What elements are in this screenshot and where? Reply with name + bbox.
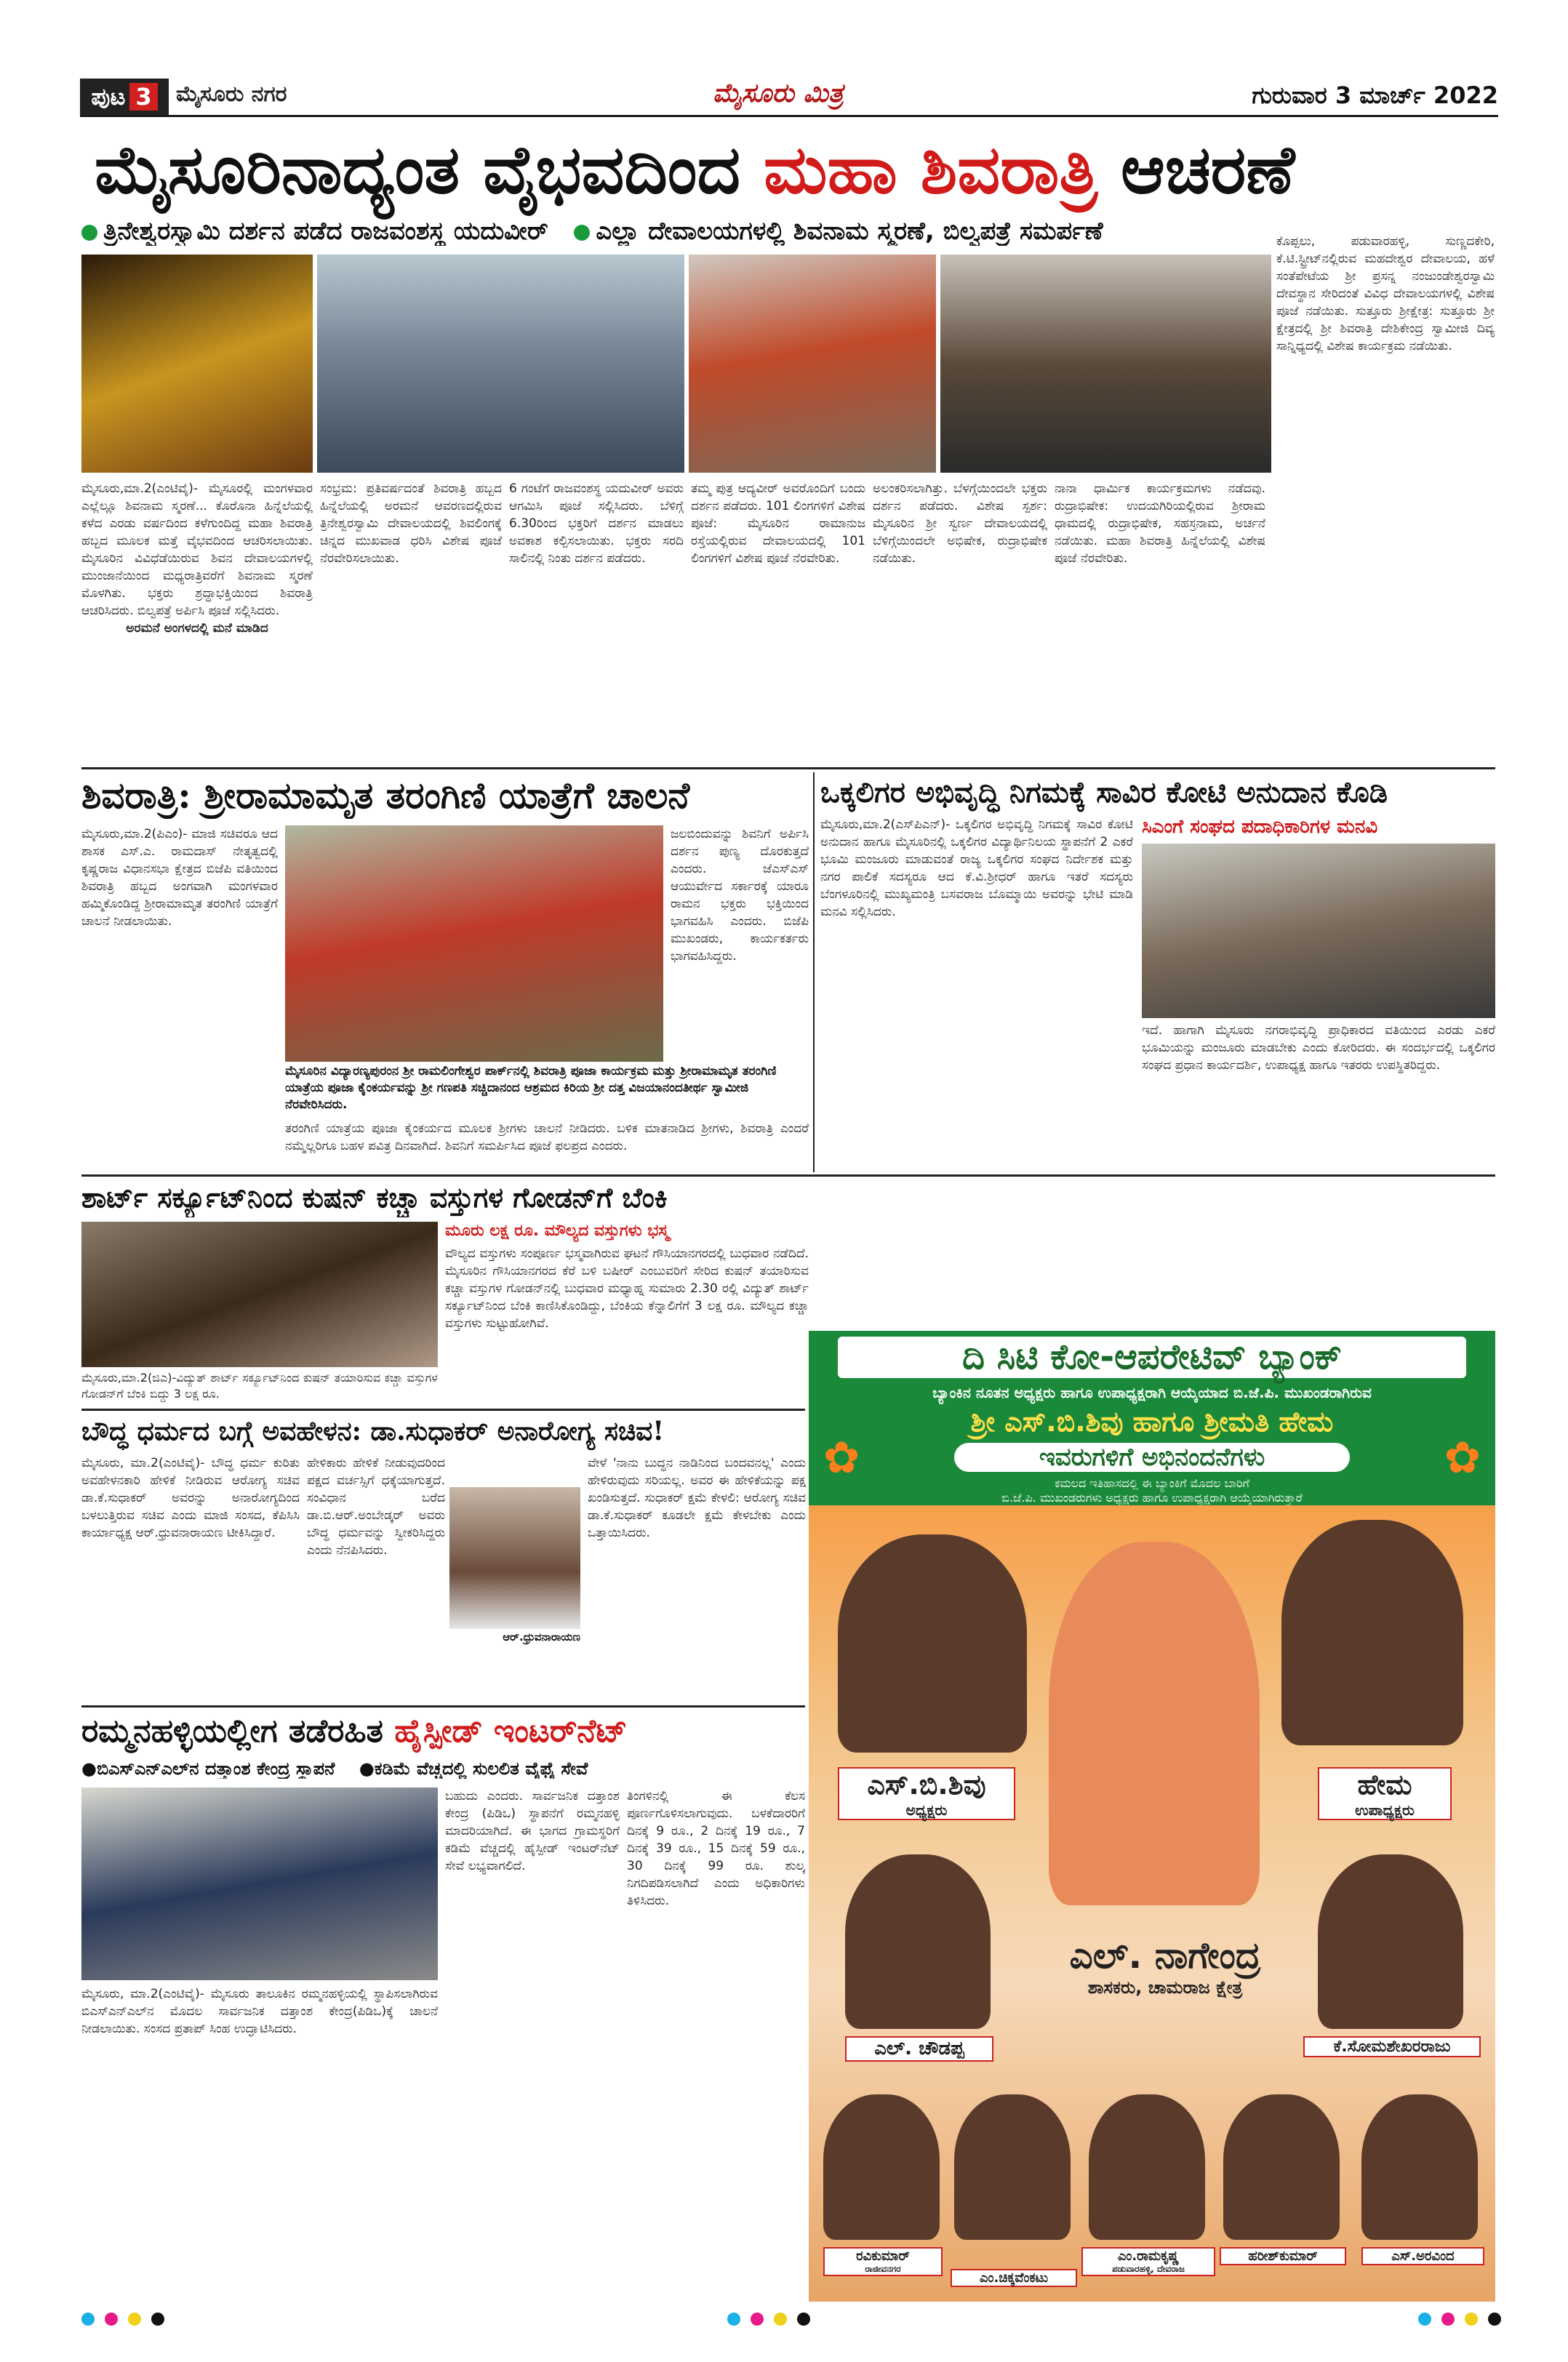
- page-number: 3: [129, 83, 157, 111]
- column-rule: [813, 772, 815, 1172]
- ad-line3: ಬಿ.ಜೆ.ಪಿ. ಮುಖಂಡರುಗಳು ಅಧ್ಯಕ್ಷರು ಹಾಗೂ ಉಪಾಧ್ಯಕ್ಷರಾಗಿ ಆಯ್ಕೆಯಾಗಿರುತ್ತಾರೆ: [1001, 1491, 1303, 1505]
- person-role: ಶಾಸಕರು, ಚಾಮರಾಜ ಕ್ಷೇತ್ರ: [1087, 1977, 1243, 1998]
- internet-headline: [81, 1709, 805, 1754]
- name-ravikumar: [823, 2247, 943, 2276]
- photo-rama-yatra: [285, 825, 663, 1062]
- lead-headline-part3: ಆಚರಣೆ: [1121, 130, 1295, 209]
- buddha-headline: ಬೌದ್ಧ ಧರ್ಮದ ಬಗ್ಗೆ ಅವಹೇಳನ: ಡಾ.ಸುಧಾಕರ್ ಅನಾರೋಗ್ಯ ಸಚಿವ!: [81, 1416, 665, 1446]
- ad-names: ಶ್ರೀ ಎಸ್.ಬಿ.ಶಿವು ಹಾಗೂ ಶ್ರೀಮತಿ ಹೇಮ: [970, 1406, 1334, 1438]
- ad-portraits: [809, 1505, 1495, 2302]
- masthead: [80, 79, 1498, 117]
- lead-col-6: ನಾನಾ ಧಾರ್ಮಿಕ ಕಾರ್ಯಕ್ರಮಗಳು ನಡೆದವು. ರುದ್ರಾಭಿಷೇಕ: ಉದಯಗಿರಿಯಲ್ಲಿರುವ ಶ್ರೀರಾಮ ಧಾಮದಲ್ಲಿ ರುದ್ರಾಭಿಷೇಕ, ಸಹಸ್ರನಾಮ, ಅರ್ಚನೆ ನಡೆಯಿತು. ಮಹಾ ಶಿವರಾತ್ರಿ ಹಿನ್ನೆಲೆಯಲ್ಲಿ ವಿಶೇಷ ಪೂಜೆ ನೆರವೇರಿತು.: [1055, 481, 1265, 566]
- lead-col-4: ತಮ್ಮ ಪುತ್ರ ಆದ್ಯವೀರ್ ಅವರೊಂದಿಗೆ ಬಂದು ದರ್ಶನ ಪಡೆದರು. 101 ಲಿಂಗಗಳಿಗೆ ವಿಶೇಷ ಪೂಜೆ: ಮೈಸೂರಿನ ರಾಮಾನುಜ ರಸ್ತೆಯಲ್ಲಿರುವ ದೇವಾಲಯದಲ್ಲಿ 101 ಲಿಂಗಗಳಿಗೆ ವಿಶೇಷ ಪೂಜೆ ನೆರವೇರಿತು.: [691, 481, 865, 566]
- portrait-aravinda: [1361, 2094, 1478, 2240]
- lead-sub1: ತ್ರಿನೇಶ್ವರಸ್ವಾಮಿ ದರ್ಶನ ಪಡೆದ ರಾಜವಂಶಸ್ಥ ಯದುವೀರ್: [103, 217, 548, 246]
- lead-subhead-line: ಅರಮನೆ ಅಂಗಳದಲ್ಲಿ ಮನೆ ಮಾಡಿದ: [126, 621, 268, 636]
- section-name: ಮೈಸೂರು ನಗರ: [176, 81, 287, 107]
- person-name: ಹೇಮ: [1357, 1769, 1412, 1801]
- person-role: ಉಪಾಧ್ಯಕ್ಷರು: [1355, 1801, 1415, 1819]
- divider: [81, 1409, 805, 1411]
- lead-col-2: ಸಂಭ್ರಮ: ಪ್ರತಿವರ್ಷದಂತೆ ಶಿವರಾತ್ರಿ ಹಬ್ಬದ ಹಿನ್ನೆಲೆಯಲ್ಲಿ ಅರಮನೆ ಆವರಣದಲ್ಲಿರುವ ತ್ರಿನೇಶ್ವರಸ್ವಾಮಿ ದೇವಾಲಯದಲ್ಲಿ ಶಿವಲಿಂಗಕ್ಕೆ ಚಿನ್ನದ ಮುಖವಾಡ ಧರಿಸಿ ವಿಶೇಷ ಪೂಜೆ ನೆರವೇರಿಸಲಾಯಿತು.: [320, 481, 502, 566]
- name-l-chowdappa: ಎಲ್. ಚೌಡಪ್ಪ: [845, 2036, 993, 2062]
- newspaper-name: ಮೈಸೂರು ಮಿತ್ರ: [713, 79, 844, 108]
- lead-col-5: ಅಲಂಕರಿಸಲಾಗಿತ್ತು. ಬೆಳಗ್ಗೆಯಿಂದಲೇ ಭಕ್ತರು ದರ್ಶನ ಪಡೆದರು. ವಿಶೇಷ ಸ್ಪರ್ಶ: ಮೈಸೂರಿನ ಶ್ರೀ ಸ್ವರ್ಣ ದೇವಾಲಯದಲ್ಲಿ ಬೆಳಿಗ್ಗೆಯಿಂದಲೇ ಅಭಿಷೇಕ, ರುದ್ರಾಭಿಷೇಕ ನಡೆಯಿತು.: [873, 481, 1047, 566]
- portrait-harishkumar: [1223, 2094, 1340, 2240]
- lead-headline-part1: ಮೈಸೂರಿನಾದ್ಯಂತ ವೈಭವದಿಂದ: [95, 130, 740, 209]
- photo-101-lingas: [940, 255, 1271, 473]
- name-k-somashekararaju: ಕೆ.ಸೋಮಶೇಖರರಾಜು: [1303, 2036, 1481, 2057]
- photo-vokkaliga-cm: [1142, 844, 1495, 1018]
- lead-text: ಮೈಸೂರಿನ ವಿವಿಧೆಡೆಯಿರುವ ಶಿವನ ದೇವಾಲಯಗಳಲ್ಲಿ ಮುಂಜಾನೆಯಿಂದ ಮಧ್ಯರಾತ್ರಿವರೆಗೆ ಶಿವನಾಮ ಸ್ಮರಣೆ ಮೊಳಗಿತು. ಭಕ್ತರು ಶ್ರದ್ಧಾಭಕ್ತಿಯಿಂದ ಶಿವರಾತ್ರಿ ಆಚರಿಸಿದರು. ಬಿಲ್ವಪತ್ರೆ ಅರ್ಪಿಸಿ ಪೂಜೆ ಸಲ್ಲಿಸಿದರು.: [81, 551, 313, 618]
- name-aravinda: ಎಸ್.ಅರವಿಂದ: [1361, 2247, 1484, 2265]
- rama-text-1: ಮೈಸೂರು,ಮಾ.2(ಪಿಎಂ)- ಮಾಜಿ ಸಚಿವರೂ ಆದ ಶಾಸಕ ಎಸ್.ಎ. ರಾಮದಾಸ್ ನೇತೃತ್ವದಲ್ಲಿ ಕೃಷ್ಣರಾಜ ವಿಧಾನಸಭಾ ಕ್ಷೇತ್ರದ ಬಿಜೆಪಿ ವತಿಯಿಂದ ಶಿವರಾತ್ರಿ ಹಬ್ಬದ ಅಂಗವಾಗಿ ಮಂಗಳವಾರ ಹಮ್ಮಿಕೊಂಡಿದ್ದ ಶ್ರೀರಾಮಾಮೃತ ತರಂಗಿಣಿ ಯಾತ್ರೆಗೆ ಚಾಲನೆ ನೀಡಲಾಯಿತು.: [81, 827, 278, 929]
- internet-headline-red: ಹೈಸ್ಪೀಡ್ ಇಂಟರ್‌ನೆಟ್: [394, 1713, 628, 1750]
- name-ramakrishna: [1081, 2247, 1215, 2276]
- internet-headline-part1: ರಮ್ಮನಹಳ್ಳಿಯಲ್ಲೀಗ ತಡೆರಹಿತ: [81, 1713, 383, 1750]
- ad-congrats: ಇವರುಗಳಿಗೆ ಅಭಿನಂದನೆಗಳು: [954, 1443, 1350, 1472]
- rama-text-2: ಜಲಬಿಂದುವನ್ನು ಶಿವನಿಗೆ ಅರ್ಪಿಸಿ ದರ್ಶನ ಪುಣ್ಯ ದೊರಕುತ್ತದೆ ಎಂದರು. ಜೆಎಸ್‌ಎಸ್ ಆಯುರ್ವೇದ ಸರ್ಕಾರಕ್ಕೆ ಯಾರೂ ರಾಮನ ಭಕ್ತರು ಭಕ್ತಿಯಿಂದ ಭಾಗವಹಿಸಿ ಎಂದರು. ಬಿಜೆಪಿ ಮುಖಂಡರು, ಕಾರ್ಯಕರ್ತರು ಭಾಗವಹಿಸಿದ್ದರು.: [671, 827, 809, 964]
- vokkaliga-text-2: ಇದೆ. ಹಾಗಾಗಿ ಮೈಸೂರು ನಗರಾಭಿವೃದ್ಧಿ ಪ್ರಾಧಿಕಾರದ ವತಿಯಿಂದ ಎರಡು ಎಕರೆ ಭೂಮಿಯನ್ನು ಮಂಜೂರು ಮಾಡಬೇಕು ಎಂದು ಕೋರಿದರು. ಈ ಸಂದರ್ಭದಲ್ಲಿ ಒಕ್ಕಲಿಗರ ಸಂಘದ ಪ್ರಧಾನ ಕಾರ್ಯದರ್ಶಿ, ಉಪಾಧ್ಯಕ್ಷ ಹಾಗೂ ಇತರರು ಉಪಸ್ಥಿತರಿದ್ದರು.: [1142, 1023, 1495, 1073]
- fire-headline: ಶಾರ್ಟ್ ಸರ್ಕ್ಯೂಟ್‌ನಿಂದ ಕುಷನ್ ಕಚ್ಚಾ ವಸ್ತುಗಳ ಗೋಡನ್‌ಗೆ ಬೆಂಕಿ: [81, 1181, 668, 1214]
- lead-headline: [95, 129, 1295, 209]
- lotus-icon: ✿: [823, 1433, 860, 1484]
- lead-dateline: ಮೈಸೂರು,ಮಾ.2(ಎಂಟಿವೈ)- ಮೈಸೂರಲ್ಲಿ ಮಂಗಳವಾರ ಎಲ್ಲೆಲ್ಲೂ ಶಿವನಾಮ ಸ್ಮರಣೆ... ಕೊರೊನಾ ಹಿನ್ನೆಲೆಯಲ್ಲಿ ಕಳೆದ ಎರಡು ವರ್ಷದಿಂದ ಕಳೆಗುಂದಿದ್ದ ಮಹಾ ಶಿವರಾತ್ರಿ ಹಬ್ಬದ ಮೂಲಕ ಮತ್ತೆ ವೈಭವದಿಂದ ಆಚರಿಸಲಾಯಿತು.: [81, 481, 313, 548]
- bullet-icon: [81, 225, 97, 241]
- portrait-ravikumar: [823, 2094, 940, 2240]
- vokkaliga-headline: ಒಕ್ಕಲಿಗರ ಅಭಿವೃದ್ಧಿ ನಿಗಮಕ್ಕೆ ಸಾವಿರ ಕೋಟಿ ಅನುದಾನ ಕೊಡಿ: [820, 775, 1388, 809]
- divider: [81, 767, 1495, 769]
- registration-marks-left: [81, 2313, 175, 2329]
- name-chikkavenkatu: ಎಂ.ಚಿಕ್ಕವೆಂಕಟು: [951, 2269, 1077, 2287]
- name-hema: [1318, 1767, 1452, 1820]
- photo-bsnl-launch: [81, 1787, 438, 1980]
- internet-text-1: ಮೈಸೂರು, ಮಾ.2(ಎಂಟಿವೈ)- ಮೈಸೂರು ತಾಲೂಕಿನ ರಮ್ಮನಹಳ್ಳಿಯಲ್ಲಿ ಸ್ಥಾಪಿಸಲಾಗಿರುವ ಬಿಎಸ್‌ಎನ್‌ಎಲ್‌ನ ಮೊದಲ ಸಾರ್ವಜನಿಕ ದತ್ತಾಂಶ ಕೇಂದ್ರ(ಪಿಡಿಒ)ಕ್ಕೆ ಚಾಲನೆ ನೀಡಲಾಯಿತು. ಸಂಸದ ಪ್ರತಾಪ್ ಸಿಂಹ ಉದ್ಘಾಟಿಸಿದರು.: [81, 1987, 438, 2036]
- photo-shiva-mask: [81, 255, 313, 473]
- name-l-nagendra: [1056, 1934, 1274, 1998]
- person-name: ಎಂ.ರಾಮಕೃಷ್ಣ: [1117, 2249, 1180, 2264]
- lead-col-1: [81, 480, 313, 764]
- person-role: ಪಡುವಾರಹಳ್ಳಿ, ದೇವರಾಜ: [1112, 2264, 1185, 2274]
- vokkaliga-kicker: ಸಿಎಂಗೆ ಸಂಘದ ಪದಾಧಿಕಾರಿಗಳ ಮನವಿ: [1142, 816, 1378, 838]
- person-name: ಎಲ್. ನಾಗೇಂದ್ರ: [1069, 1934, 1261, 1977]
- rama-text-3: ತರಂಗಿಣಿ ಯಾತ್ರೆಯ ಪೂಜಾ ಕೈಂಕರ್ಯದ ಮೂಲಕ ಶ್ರೀಗಳು ಚಾಲನೆ ನೀಡಿದರು. ಬಳಿಕ ಮಾತನಾಡಿದ ಶ್ರೀಗಳು, ಶಿವರಾತ್ರಿ ಎಂದರೆ ನಮ್ಮೆಲ್ಲರಿಗೂ ಬಹಳ ಪವಿತ್ರ ದಿನವಾಗಿದೆ. ಶಿವನಿಗೆ ಸಮರ್ಪಿಸಿದ ಪೂಜೆ ಫಲಪ್ರದ ಎಂದರು.: [285, 1121, 809, 1153]
- divider: [81, 1705, 805, 1708]
- person-name: ಎಸ್.ಬಿ.ಶಿವು: [867, 1769, 986, 1801]
- person-role: ರಾಜೀವನಗರ: [865, 2264, 901, 2274]
- ad-line2: ಕಮಲದ ಇತಿಹಾಸದಲ್ಲಿ ಈ ಬ್ಯಾಂಕಿಗೆ ಮೊದಲ ಬಾರಿಗೆ: [1055, 1476, 1249, 1490]
- lead-headline-red: ಮಹಾ ಶಿವರಾತ್ರಿ: [764, 130, 1098, 209]
- buddha-text-1: ಮೈಸೂರು, ಮಾ.2(ಎಂಟಿವೈ)- ಬೌದ್ಧ ಧರ್ಮ ಕುರಿತು ಅವಹೇಳನಕಾರಿ ಹೇಳಿಕೆ ನೀಡಿರುವ ಆರೋಗ್ಯ ಸಚಿವ ಡಾ.ಕೆ.ಸುಧಾಕರ್ ಅವರನ್ನು ಅನಾರೋಗ್ಯದಿಂದ ಬಳಲುತ್ತಿರುವ ಸಚಿವ ಎಂದು ಮಾಜಿ ಸಂಸದ, ಕೆಪಿಸಿಸಿ ಕಾರ್ಯಾಧ್ಯಕ್ಷ ಆರ್.ಧ್ರುವನಾರಾಯಣ ಟೀಕಿಸಿದ್ದಾರೆ.: [81, 1456, 300, 1540]
- person-role: ಅಧ್ಯಕ್ಷರು: [905, 1801, 948, 1819]
- internet-sub2: ●ಕಡಿಮೆ ವೆಚ್ಚದಲ್ಲಿ ಸುಲಲಿತ ವೈಫೈ ಸೇವೆ: [359, 1758, 588, 1779]
- portrait-l-nagendra: [1049, 1542, 1260, 1905]
- issue-date: ಗುರುವಾರ 3 ಮಾರ್ಚ್ 2022: [1252, 81, 1498, 109]
- portrait-ramakrishna: [1089, 2094, 1205, 2240]
- dhruvanarayana-caption: ಆರ್.ಧ್ರುವನಾರಾಯಣ: [503, 1630, 580, 1644]
- name-sb-shivu: [838, 1767, 1015, 1820]
- photo-dhruvanarayana: [449, 1487, 580, 1629]
- lead-sub2: ಎಲ್ಲಾ ದೇವಾಲಯಗಳಲ್ಲಿ ಶಿವನಾಮ ಸ್ಮರಣೆ, ಬಿಲ್ವಪತ್ರೆ ಸಮರ್ಪಣೆ: [596, 217, 1103, 246]
- internet-text-2: ಬಹುದು ಎಂದರು. ಸಾರ್ವಜನಿಕ ದತ್ತಾಂಶ ಕೇಂದ್ರ (ಪಿಡಿಒ) ಸ್ಥಾಪನೆಗೆ ರಮ್ಮನಹಳ್ಳಿ ಮಾದರಿಯಾಗಿದೆ. ಈ ಭಾಗದ ಗ್ರಾಮಸ್ಥರಿಗೆ ಕಡಿಮೆ ವೆಚ್ಚದಲ್ಲಿ ಹೈಸ್ಪೀಡ್ ಇಂಟರ್‌ನೆಟ್ ಸೇವೆ ಲಭ್ಯವಾಗಲಿದೆ.: [445, 1789, 620, 1873]
- rama-caption: ಮೈಸೂರಿನ ವಿದ್ಯಾರಣ್ಯಪುರಂನ ಶ್ರೀ ರಾಮಲಿಂಗೇಶ್ವರ ಪಾರ್ಕ್‌ನಲ್ಲಿ ಶಿವರಾತ್ರಿ ಪೂಜಾ ಕಾರ್ಯಕ್ರಮ ಮತ್ತು ಶ್ರೀರಾಮಾಮೃತ ತರಂಗಿಣಿ ಯಾತ್ರೆಯ ಪೂಜಾ ಕೈಂಕರ್ಯವನ್ನು ಶ್ರೀ ಗಣಪತಿ ಸಚ್ಚಿದಾನಂದ ಆಶ್ರಮದ ಕಿರಿಯ ಶ್ರೀ ದತ್ತ ವಿಜಯಾನಂದತೀರ್ಥ ಸ್ವಾಮೀಜಿ ನೆರವೇರಿಸಿದರು.: [285, 1063, 809, 1116]
- divider: [81, 1174, 1495, 1177]
- rama-headline: ಶಿವರಾತ್ರಿ: ಶ್ರೀರಾಮಾಮೃತ ತರಂಗಿಣಿ ಯಾತ್ರೆಗೆ ಚಾಲನೆ: [81, 774, 690, 817]
- fire-text: ವೌಲ್ಯದ ವಸ್ತುಗಳು ಸಂಪೂರ್ಣ ಭಸ್ಮವಾಗಿರುವ ಘಟನೆ ಗೌಸಿಯಾನಗರದಲ್ಲಿ ಬುಧವಾರ ನಡೆದಿದೆ. ಮೈಸೂರಿನ ಗೌಸಿಯಾನಗರದ ಕೆರೆ ಬಳಿ ಬಷೀರ್ ಎಂಬುವರಿಗೆ ಸೇರಿದ ಕುಷನ್ ತಯಾರಿಸುವ ಕಚ್ಚಾ ವಸ್ತುಗಳ ಗೋಡನ್‌ನಲ್ಲಿ ಬುಧವಾರ ಮಧ್ಯಾಹ್ನ ಸುಮಾರು 2.30 ರಲ್ಲಿ ವಿದ್ಯುತ್ ಶಾರ್ಟ್ ಸರ್ಕ್ಯೂಟ್‌ನಿಂದ ಬೆಂಕಿ ಕಾಣಿಸಿಕೊಂಡಿದ್ದು, ಬೆಂಕಿಯ ಕೆನ್ನಾಲಿಗೆಗೆ 3 ಲಕ್ಷ ರೂ. ಮೌಲ್ಯದ ಕಚ್ಚಾ ವಸ್ತುಗಳು ಸುಟ್ಟುಹೋಗಿವೆ.: [445, 1246, 809, 1331]
- bank-advertisement: [809, 1331, 1495, 2302]
- internet-sub1: ●ಬಿಎಸ್‌ಎನ್‌ಎಲ್‌ನ ದತ್ತಾಂಶ ಕೇಂದ್ರ ಸ್ಥಾಪನೆ: [81, 1758, 335, 1779]
- internet-subheads: [81, 1758, 805, 1779]
- portrait-hema: [1281, 1520, 1463, 1745]
- photo-yaduveer-temple: [317, 255, 684, 473]
- vokkaliga-text-1: ಮೈಸೂರು,ಮಾ.2(ಎಸ್‌ಪಿಎನ್)- ಒಕ್ಕಲಿಗರ ಅಭಿವೃದ್ಧಿ ನಿಗಮಕ್ಕೆ ಸಾವಿರ ಕೋಟಿ ಅನುದಾನ ಹಾಗೂ ಮೈಸೂರಿನಲ್ಲಿ ಒಕ್ಕಲಿಗರ ವಿದ್ಯಾರ್ಥಿನಿಲಯ ಸ್ಥಾಪನೆಗೆ 2 ಎಕರೆ ಭೂಮಿ ಮಂಜೂರು ಮಾಡುವಂತೆ ರಾಜ್ಯ ಒಕ್ಕಲಿಗರ ಸಂಘದ ನಿರ್ದೇಶಕ ಮತ್ತು ನಗರ ಪಾಲಿಕೆ ಸದಸ್ಯರೂ ಆದ ಕೆ.ವಿ.ಶ್ರೀಧರ್ ಹಾಗೂ ಇತರೆ ಸದಸ್ಯರು ಬೆಂಗಳೂರಿನಲ್ಲಿ ಮುಖ್ಯಮಂತ್ರಿ ಬಸವರಾಜ ಬೊಮ್ಮಾಯಿ ಅವರನ್ನು ಭೇಟಿ ಮಾಡಿ ಮನವಿ ಸಲ್ಲಿಸಿದರು.: [820, 817, 1133, 919]
- photo-fire-godown: [81, 1222, 438, 1367]
- registration-marks-right: [1418, 2313, 1511, 2329]
- person-name: ರವಿಕುಮಾರ್: [856, 2249, 910, 2264]
- lotus-icon: ✿: [1444, 1433, 1481, 1484]
- ad-header: [809, 1331, 1495, 1505]
- ad-bank-name: ದಿ ಸಿಟಿ ಕೋ-ಆಪರೇಟಿವ್ ಬ್ಯಾಂಕ್: [838, 1337, 1466, 1378]
- lead-col-3: 6 ಗಂಟೆಗೆ ರಾಜವಂಶಸ್ಥ ಯದುವೀರ್ ಅವರು ಆಗಮಿಸಿ ಪೂಜೆ ಸಲ್ಲಿಸಿದರು. ಬೆಳಿಗ್ಗೆ 6.30ರಿಂದ ಭಕ್ತರಿಗೆ ದರ್ಶನ ಮಾಡಲು ಅವಕಾಶ ಕಲ್ಪಿಸಲಾಯಿತು. ಭಕ್ತರು ಸರದಿ ಸಾಲಿನಲ್ಲಿ ನಿಂತು ದರ್ಶನ ಪಡೆದರು.: [509, 481, 684, 566]
- buddha-text-3: ವೇಳೆ 'ನಾನು ಬುದ್ಧನ ನಾಡಿನಿಂದ ಬಂದವನಲ್ಲ' ಎಂದು ಹೇಳಿರುವುದು ಸರಿಯಲ್ಲ. ಅವರ ಈ ಹೇಳಿಕೆಯನ್ನು ಪಕ್ಷ ಖಂಡಿಸುತ್ತದೆ. ಸುಧಾಕರ್ ಕ್ಷಮೆ ಕೇಳಲಿ: ಆರೋಗ್ಯ ಸಚಿವ ಡಾ.ಕೆ.ಸುಧಾಕರ್ ಕೂಡಲೇ ಕ್ಷಮೆ ಕೇಳಬೇಕು ಎಂದು ಒತ್ತಾಯಿಸಿದರು.: [588, 1456, 806, 1540]
- page-number-box: [80, 79, 169, 115]
- page-label: ಪುಟ: [91, 83, 126, 111]
- portrait-sb-shivu: [838, 1534, 1027, 1753]
- fire-caption: ಮೈಸೂರು,ಮಾ.2(ಜಿಎ)-ವಿದ್ಯುತ್ ಶಾರ್ಟ್ ಸರ್ಕ್ಯೂಟ್‌ನಿಂದ ಕುಷನ್ ತಯಾರಿಸುವ ಕಚ್ಚಾ ವಸ್ತುಗಳ ಗೋಡನ್‌ಗೆ ಬೆಂಕಿ ಬಿದ್ದು 3 ಲಕ್ಷ ರೂ.: [81, 1371, 438, 1401]
- portrait-chikkavenkatu: [954, 2094, 1071, 2240]
- portrait-k-somashekararaju: [1318, 1854, 1463, 2029]
- bullet-icon: [574, 225, 590, 241]
- portrait-l-chowdappa: [845, 1854, 991, 2029]
- registration-marks-center: [727, 2313, 820, 2329]
- lead-col-7: ಕೊಪ್ಪಲು, ಪಡುವಾರಹಳ್ಳಿ, ಸುಣ್ಣದಕೇರಿ, ಕೆ.ಟಿ.ಸ್ಟ್ರೀಟ್‌ನಲ್ಲಿರುವ ಮಹದೇಶ್ವರ ದೇವಾಲಯ, ಹಳೆ ಸಂತೆಪೇಟೆಯ ಶ್ರೀ ಪ್ರಸನ್ನ ನಂಜುಂಡೇಶ್ವರಸ್ವಾಮಿ ದೇವಸ್ಥಾನ ಸೇರಿದಂತೆ ವಿವಿಧ ದೇವಾಲಯಗಳಲ್ಲಿ ವಿಶೇಷ ಪೂಜೆ ನಡೆಯಿತು. ಸುತ್ತೂರು ಶ್ರೀಕ್ಷೇತ್ರ: ಸುತ್ತೂರು ಶ್ರೀ ಕ್ಷೇತ್ರದಲ್ಲಿ ಶ್ರೀ ಶಿವರಾತ್ರಿ ದೇಶಿಕೇಂದ್ರ ಸ್ವಾಮೀಜಿ ದಿವ್ಯ ಸಾನ್ನಿಧ್ಯದಲ್ಲಿ ವಿಶೇಷ ಕಾರ್ಯಕ್ರಮ ನಡೆಯಿತು.: [1276, 234, 1495, 353]
- buddha-text-2: ಹೇಳಿಕಾರು ಹೇಳಿಕೆ ನೀಡುವುದರಿಂದ ಪಕ್ಷದ ವರ್ಚಸ್ಸಿಗೆ ಧಕ್ಕೆಯಾಗುತ್ತದೆ. ಸಂವಿಧಾನ ಬರೆದ ಡಾ.ಬಿ.ಆರ್.ಅಂಬೇಡ್ಕರ್ ಅವರು ಬೌದ್ಧ ಧರ್ಮವನ್ನು ಸ್ವೀಕರಿಸಿದ್ದರು ಎಂದು ನೆನಪಿಸಿದರು.: [307, 1456, 445, 1558]
- fire-kicker: ಮೂರು ಲಕ್ಷ ರೂ. ಮೌಲ್ಯದ ವಸ್ತುಗಳು ಭಸ್ಮ: [445, 1222, 669, 1240]
- ad-line1: ಬ್ಯಾಂಕಿನ ನೂತನ ಅಧ್ಯಕ್ಷರು ಹಾಗೂ ಉಪಾಧ್ಯಕ್ಷರಾಗಿ ಆಯ್ಕೆಯಾದ ಬಿ.ಜೆ.ಪಿ. ಮುಖಂಡರಾಗಿರುವ: [932, 1384, 1372, 1401]
- internet-text-3: ತಿಂಗಳಿನಲ್ಲಿ ಈ ಕೆಲಸ ಪೂರ್ಣಗೊಳಿಸಲಾಗುವುದು. ಬಳಕೆದಾರರಿಗೆ ದಿನಕ್ಕೆ 9 ರೂ., 2 ದಿನಕ್ಕೆ 19 ರೂ., 7 ದಿನಕ್ಕೆ 39 ರೂ., 15 ದಿನಕ್ಕೆ 59 ರೂ., 30 ದಿನಕ್ಕೆ 99 ರೂ. ಶುಲ್ಕ ನಿಗದಿಪಡಿಸಲಾಗಿದೆ ಎಂದು ಅಧಿಕಾರಿಗಳು ತಿಳಿಸಿದರು.: [627, 1789, 805, 1908]
- name-harishkumar: ಹರೀಶ್‌ಕುಮಾರ್: [1220, 2247, 1346, 2265]
- photo-swamiji-pooja: [689, 255, 936, 473]
